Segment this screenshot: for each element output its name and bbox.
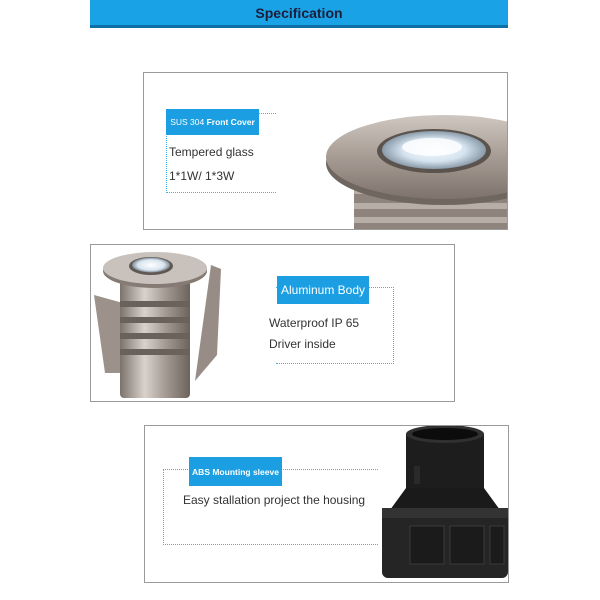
front-cover-tag-prefix: SUS 304 — [170, 117, 205, 127]
mounting-sleeve-spec-housing: Easy stallation project the housing — [183, 493, 366, 507]
aluminum-body-tag — [277, 276, 369, 304]
header-banner — [90, 0, 508, 28]
front-cover-spec-glass: Tempered glass — [169, 145, 254, 159]
aluminum-body-tag-label: Aluminum Body — [280, 283, 366, 297]
aluminum-body-panel — [90, 244, 455, 402]
mounting-sleeve-tag — [189, 457, 282, 486]
front-cover-light-image — [314, 73, 508, 230]
mounting-sleeve-panel — [144, 425, 509, 583]
mounting-sleeve-image — [380, 426, 509, 583]
front-cover-tag-bold: Front Cover — [206, 117, 255, 127]
aluminum-body-spec-driver: Driver inside — [269, 337, 336, 351]
mounting-sleeve-tag-label: ABS Mounting sleeve — [192, 466, 279, 477]
front-cover-spec-power: 1*1W/ 1*3W — [169, 169, 235, 183]
aluminum-body-spec-waterproof: Waterproof IP 65 — [269, 316, 360, 330]
front-cover-tag — [166, 109, 259, 135]
front-cover-panel — [143, 72, 508, 230]
aluminum-body-light-image — [91, 245, 226, 402]
page-title: Specification — [255, 4, 343, 21]
